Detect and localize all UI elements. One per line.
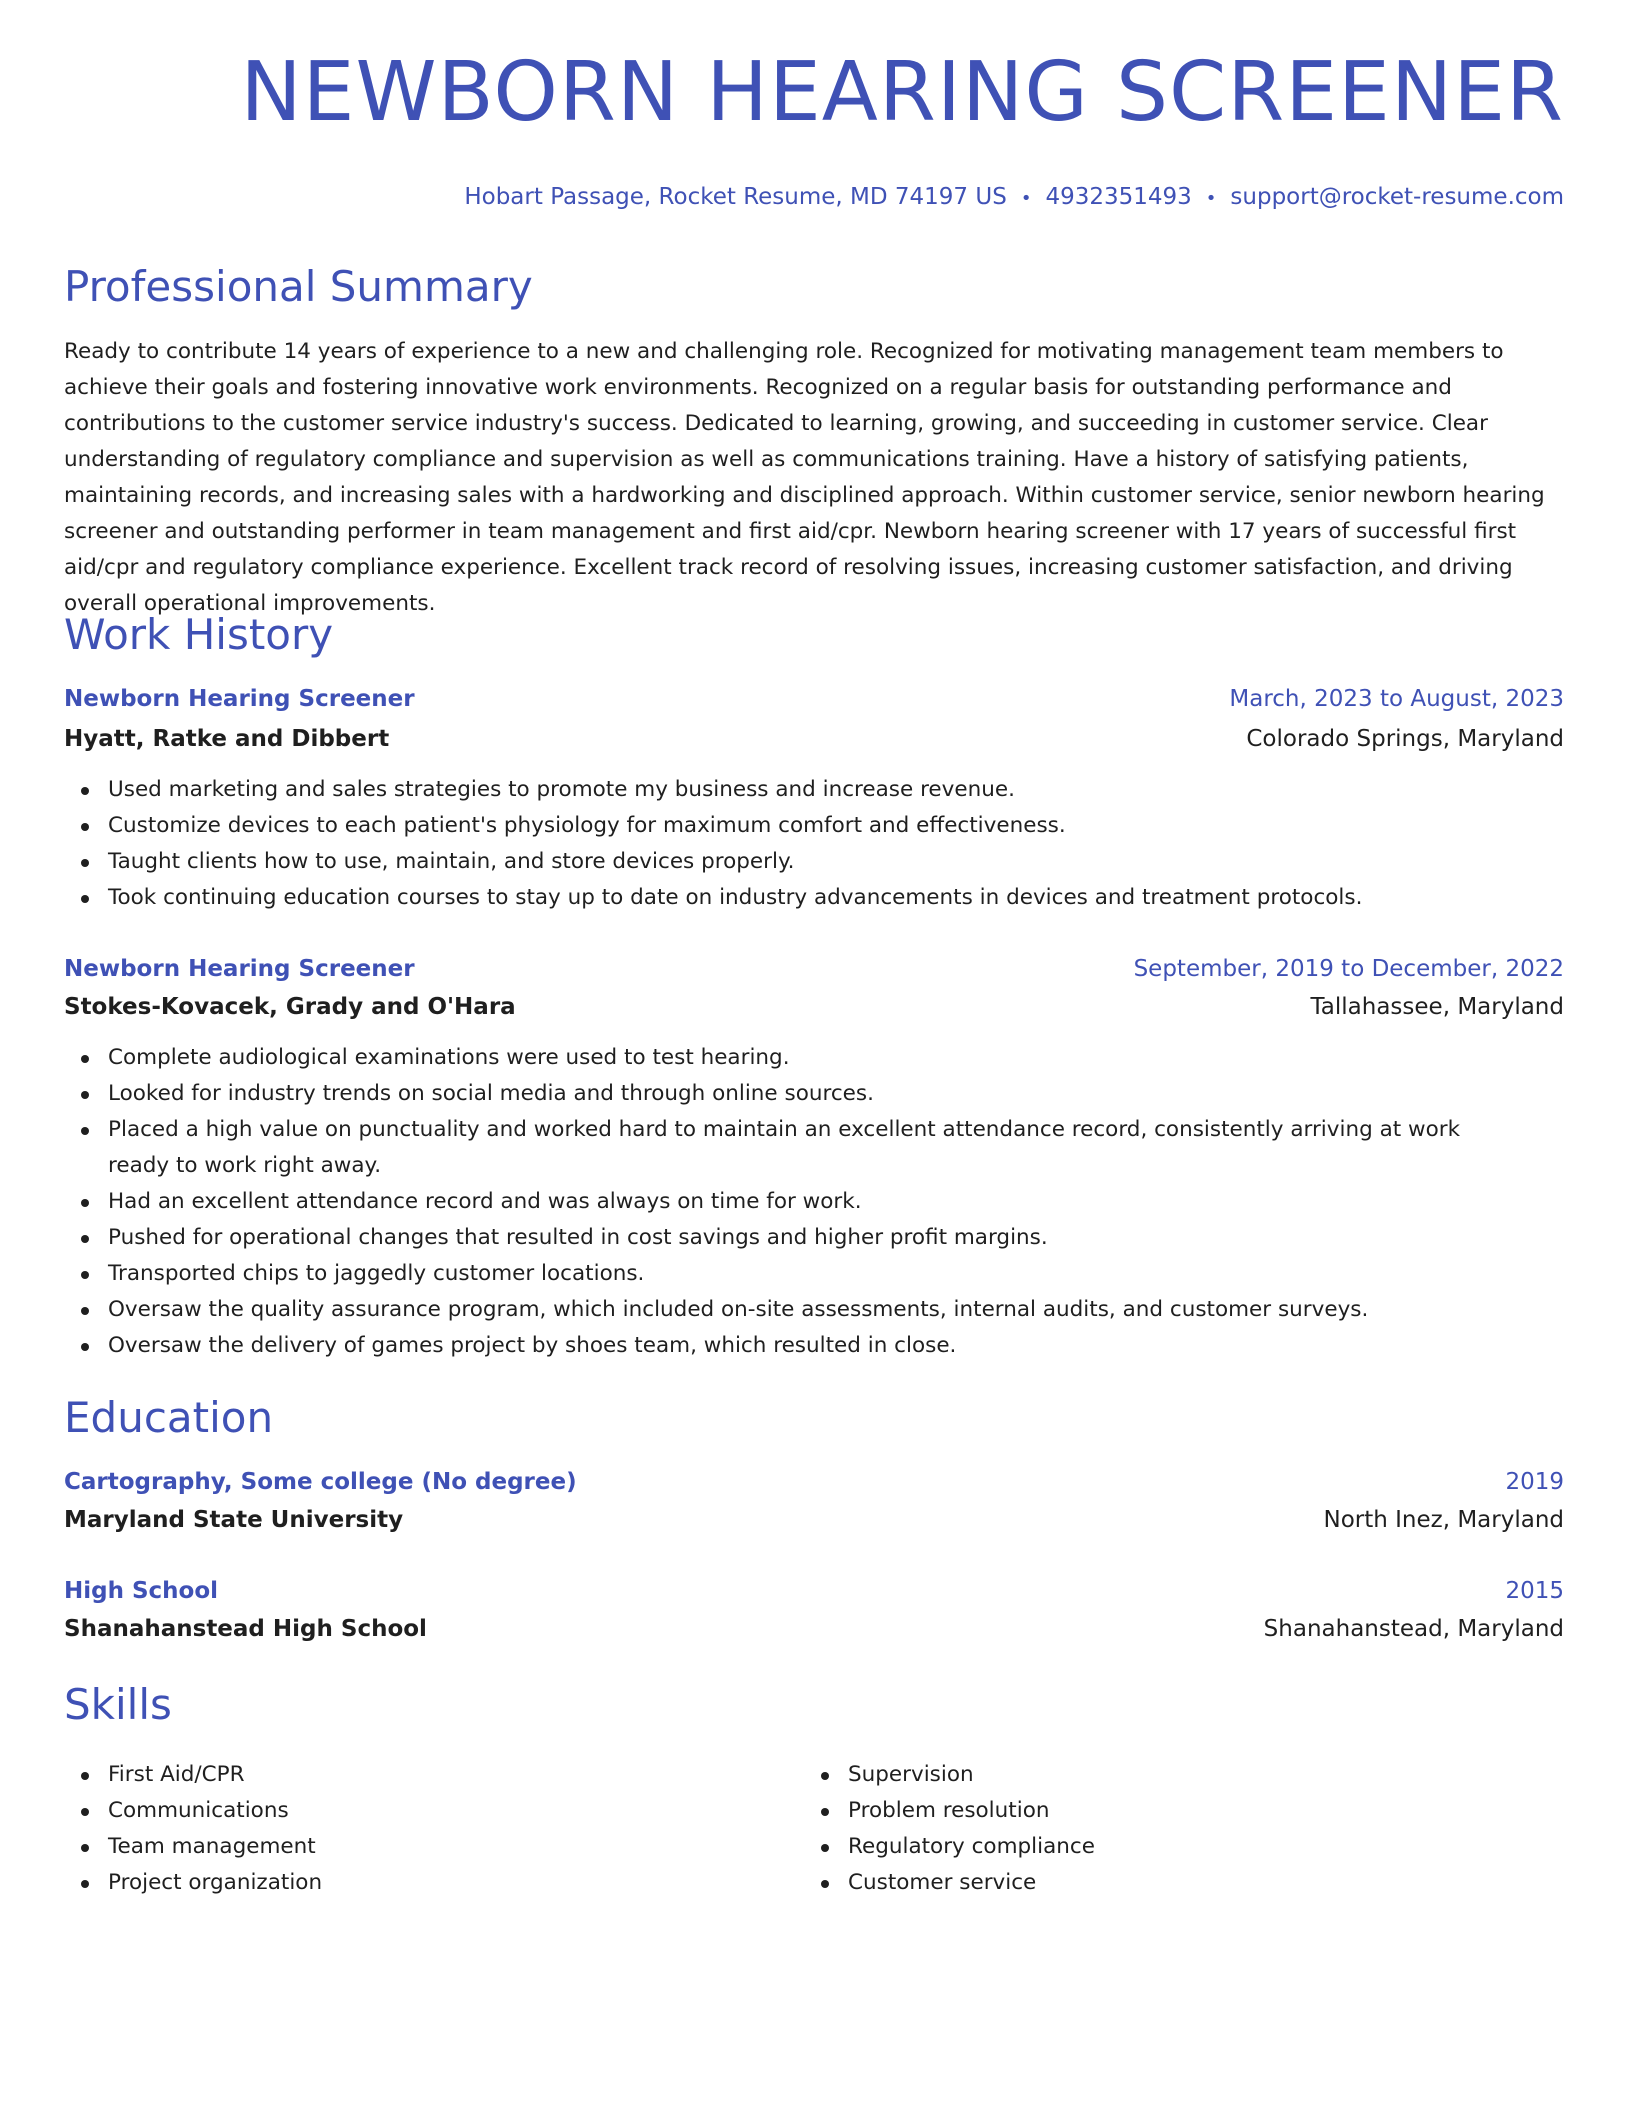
job-bullets xyxy=(64,1040,1524,1364)
education-year: 2015 xyxy=(1505,1578,1564,1604)
list-item: Oversaw the delivery of games project by shoes team, which resulted in close. xyxy=(64,1328,1524,1364)
job-bullets xyxy=(64,772,1564,916)
list-item: Placed a high value on punctuality and worked hard to maintain an excellent attendance record, consistently arriving at work ready to work right away. xyxy=(64,1112,1524,1184)
education-degree: High School xyxy=(64,1578,219,1604)
list-item: Had an excellent attendance record and was always on time for work. xyxy=(64,1184,1524,1220)
contact-address: Hobart Passage, Rocket Resume, MD 74197 US xyxy=(464,184,1007,210)
list-item: Customer service xyxy=(804,1865,1504,1901)
education-school: Shanahanstead High School xyxy=(64,1616,427,1642)
contact-phone: 4932351493 xyxy=(1045,184,1192,210)
contact-email[interactable]: support@rocket-resume.com xyxy=(1230,184,1564,210)
education-degree: Cartography, Some college (No degree) xyxy=(64,1469,577,1495)
job-title: Newborn Hearing Screener xyxy=(64,686,415,712)
job-title: Newborn Hearing Screener xyxy=(64,956,415,982)
job-entry xyxy=(64,950,1564,1364)
education-year: 2019 xyxy=(1505,1469,1564,1495)
job-header-row xyxy=(64,680,1564,718)
candidate-name: NEWBORN HEARING SCREENER xyxy=(240,45,1564,140)
summary-text: Ready to contribute 14 years of experience to a new and challenging role. Recognized for motivating management team members to achieve their goals and fostering innovative work environments. Recognized on a regular basis for outstanding performance and contributions to the customer service industry's success. Dedicated to learning, growing, and succeeding in customer service. Clear understanding of regulatory compliance and supervision as well as communications training. Have a history of satisfying patients, maintaining records, and increasing sales with a hardworking and disciplined approach. Within customer service, senior newborn hearing screener and outstanding performer in team management and first aid/cpr. Newborn hearing screener with 17 years of successful first aid/cpr and regulatory compliance experience. Excellent track record of resolving issues, increasing customer satisfaction, and driving overall operational improvements. xyxy=(64,339,1545,616)
education-school-row xyxy=(64,1501,1564,1539)
list-item: Transported chips to jaggedly customer locations. xyxy=(64,1256,1524,1292)
education-location: Shanahanstead, Maryland xyxy=(1263,1616,1564,1642)
skills-heading: Skills xyxy=(64,1680,172,1729)
job-header-row xyxy=(64,950,1564,988)
education-school-row xyxy=(64,1610,1564,1648)
list-item: Customize devices to each patient's physiology for maximum comfort and effectiveness. xyxy=(64,808,1564,844)
job-company-row xyxy=(64,720,1564,758)
list-item: First Aid/CPR xyxy=(64,1757,764,1793)
list-item: Pushed for operational changes that resulted in cost savings and higher profit margins. xyxy=(64,1220,1524,1256)
skills-column-left xyxy=(64,1757,764,1901)
list-item: Taught clients how to use, maintain, and store devices properly. xyxy=(64,844,1564,880)
job-company-row xyxy=(64,988,1564,1026)
list-item: Communications xyxy=(64,1793,764,1829)
list-item: Took continuing education courses to stay up to date on industry advancements in devices and treatment protocols. xyxy=(64,880,1564,916)
job-company: Hyatt, Ratke and Dibbert xyxy=(64,726,390,752)
education-school: Maryland State University xyxy=(64,1507,404,1533)
education-entry xyxy=(64,1572,1564,1648)
education-header-row xyxy=(64,1572,1564,1610)
list-item: Oversaw the quality assurance program, which included on-site assessments, internal audits, and customer surveys. xyxy=(64,1292,1524,1328)
job-dates: September, 2019 to December, 2022 xyxy=(1133,956,1564,982)
job-dates: March, 2023 to August, 2023 xyxy=(1229,686,1564,712)
skills-column-right xyxy=(804,1757,1504,1901)
education-header-row xyxy=(64,1463,1564,1501)
job-company: Stokes-Kovacek, Grady and O'Hara xyxy=(64,994,516,1020)
list-item: Complete audiological examinations were used to test hearing. xyxy=(64,1040,1524,1076)
education-location: North Inez, Maryland xyxy=(1323,1507,1564,1533)
list-item: Project organization xyxy=(64,1865,764,1901)
list-item: Team management xyxy=(64,1829,764,1865)
contact-line xyxy=(464,181,1564,215)
summary-heading: Professional Summary xyxy=(64,262,533,311)
contact-separator: • xyxy=(1020,188,1032,209)
job-location: Colorado Springs, Maryland xyxy=(1246,726,1564,752)
job-entry xyxy=(64,680,1564,916)
contact-separator: • xyxy=(1205,188,1217,209)
education-entry xyxy=(64,1463,1564,1539)
education-heading: Education xyxy=(64,1393,274,1442)
work-history-heading: Work History xyxy=(64,610,334,659)
list-item: Used marketing and sales strategies to promote my business and increase revenue. xyxy=(64,772,1564,808)
list-item: Supervision xyxy=(804,1757,1504,1793)
list-item: Problem resolution xyxy=(804,1793,1504,1829)
list-item: Looked for industry trends on social media and through online sources. xyxy=(64,1076,1524,1112)
list-item: Regulatory compliance xyxy=(804,1829,1504,1865)
job-location: Tallahassee, Maryland xyxy=(1310,994,1564,1020)
